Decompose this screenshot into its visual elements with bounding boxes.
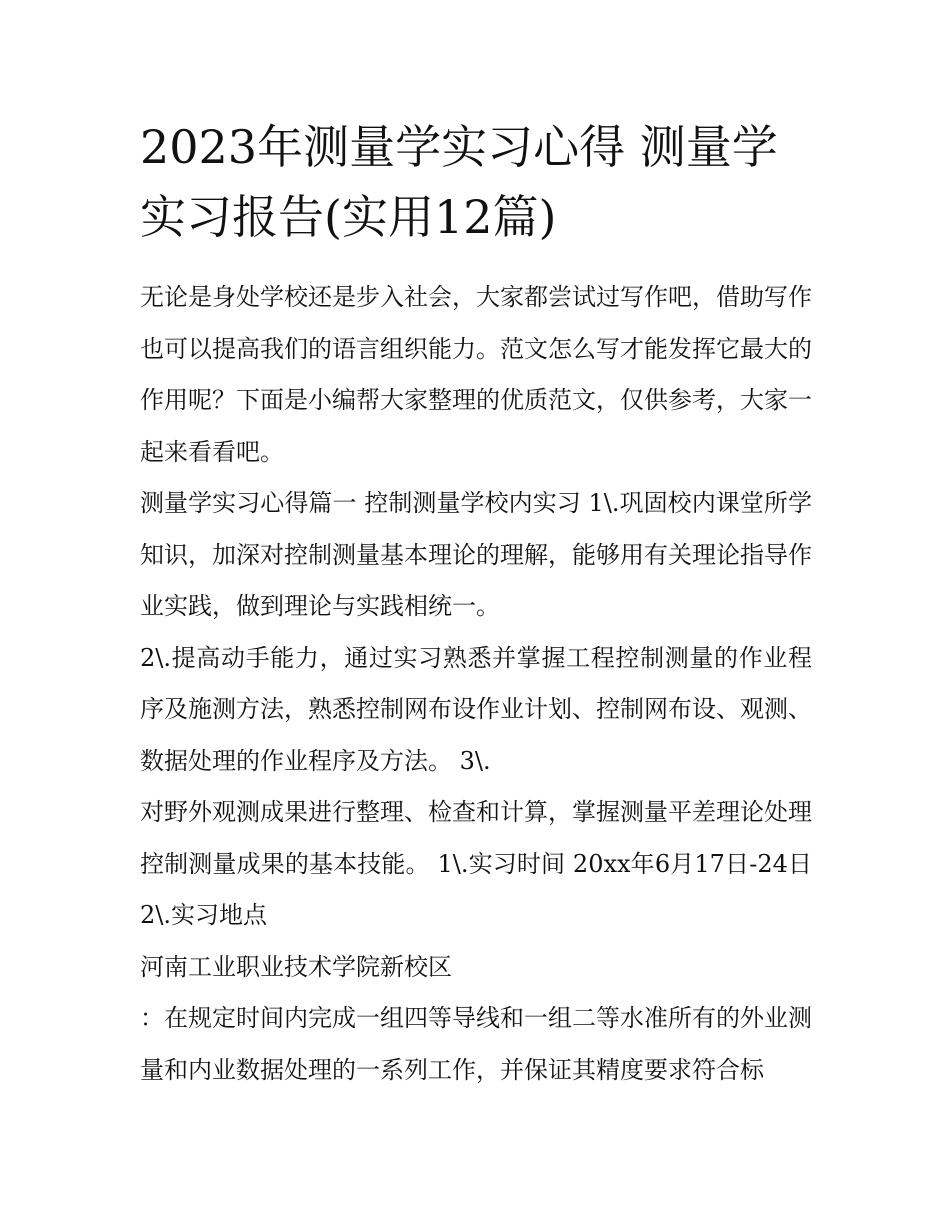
paragraph-3: 对野外观测成果进行整理、检查和计算，掌握测量平差理论处理控制测量成果的基本技能。 1\.实习时间 20xx年6月17日-24日 2\.实习地点 bbox=[140, 798, 812, 929]
paragraph-2: 2\.提高动手能力，通过实习熟悉并掌握工程控制测量的作业程序及施测方法，熟悉控制网布设作业计划、控制网布设、观测、数据处理的作业程序及方法。 3\. bbox=[140, 643, 812, 775]
paragraph-intro: 无论是身处学校还是步入社会，大家都尝试过写作吧，借助写作也可以提高我们的语言组织能力。范文怎么写才能发挥它最大的作用呢？下面是小编帮大家整理的优质范文，仅供参考，大家一起来看看吧。 bbox=[140, 283, 812, 466]
paragraph-4: 河南工业职业技术学院新校区 bbox=[140, 952, 452, 981]
document-page bbox=[140, 112, 812, 1096]
paragraph-1: 测量学实习心得篇一 控制测量学校内实习 1\.巩固校内课堂所学知识，加深对控制测量基本理论的理解，能够用有关理论指导作业实践，做到理论与实践相统一。 bbox=[140, 489, 812, 620]
paragraph-5: ：在规定时间内完成一组四等导线和一组二等水准所有的外业测量和内业数据处理的一系列工作，并保证其精度要求符合标 bbox=[140, 1004, 812, 1084]
document-title: 2023年测量学实习心得 测量学实习报告(实用12篇) bbox=[140, 120, 778, 244]
